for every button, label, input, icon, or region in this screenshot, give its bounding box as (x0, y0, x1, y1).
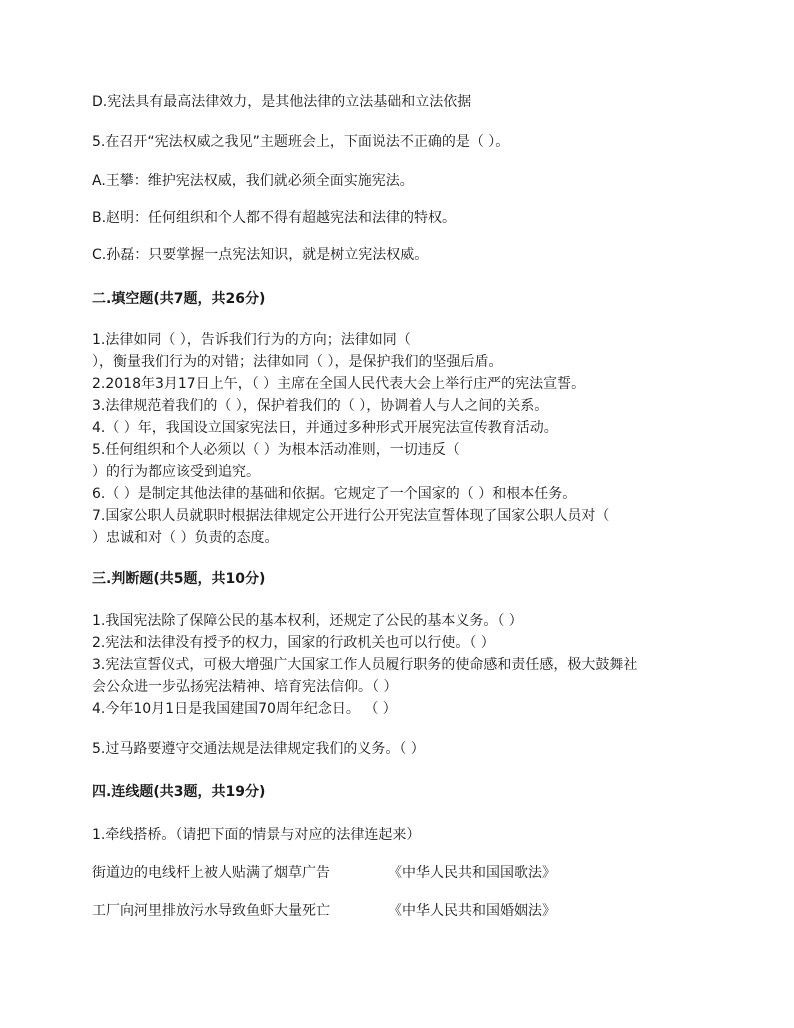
fill-line: ）忠诚和对（ ）负责的态度。 (92, 530, 279, 546)
section4-heading: 四.连线题(共3题，共19分) (92, 784, 266, 800)
judge-line: 1.我国宪法除了保障公民的基本权利，还规定了公民的基本义务。（ ） (92, 613, 523, 629)
judge-q5: 5.过马路要遵守交通法规是法律规定我们的义务。（ ） (92, 741, 425, 757)
section3-heading: 三.判断题(共5题，共10分) (92, 571, 266, 587)
match-scene: 街道边的电线杆上被人贴满了烟草广告 (92, 865, 330, 881)
fill-line: ）的行为都应该受到追究。 (92, 464, 260, 480)
q5-option-a: A.王攀：维护宪法权威，我们就必须全面实施宪法。 (92, 173, 414, 189)
fill-line: ），衡量我们行为的对错；法律如同（ ），是保护我们的坚强后盾。 (92, 354, 503, 370)
fill-line: 5.任何组织和个人必须以（ ）为根本活动准则，一切违反（ (92, 442, 460, 458)
q5-option-c: C.孙磊：只要掌握一点宪法知识，就是树立宪法权威。 (92, 247, 429, 263)
section2-heading: 二.填空题(共7题，共26分) (92, 291, 266, 307)
judge-line: 2.宪法和法律没有授予的权力，国家的行政机关也可以行使。（ ） (92, 635, 495, 651)
judge-line: 4.今年10月1日是我国建国70周年纪念日。 （ ） (92, 701, 397, 717)
judge-line: 3.宪法宣誓仪式，可极大增强广大国家工作人员履行职务的使命感和责任感，极大鼓舞社 (92, 657, 638, 673)
match-law: 《中华人民共和国国歌法》 (388, 865, 556, 881)
fill-line: 1.法律如同（ ），告诉我们行为的方向；法律如同（ (92, 332, 411, 348)
judge-line: 会公众进一步弘扬宪法精神、培育宪法信仰。（ ） (92, 679, 398, 695)
fill-line: 7.国家公职人员就职时根据法律规定公开进行公开宪法宣誓体现了国家公职人员对（ (92, 508, 610, 524)
q5-stem: 5.在召开“宪法权威之我见”主题班会上，下面说法不正确的是（ ）。 (92, 134, 510, 150)
fill-line: 2.2018年3月17日上午，（ ）主席在全国人民代表大会上举行庄严的宪法宣誓。 (92, 376, 586, 392)
match-law: 《中华人民共和国婚姻法》 (388, 903, 556, 919)
fill-line: 3.法律规范着我们的（ ），保护着我们的（ ），协调着人与人之间的关系。 (92, 398, 549, 414)
match-q1-stem: 1.牵线搭桥。（请把下面的情景与对应的法律连起来） (92, 827, 421, 843)
fill-line: 6.（ ）是制定其他法律的基础和依据。它规定了一个国家的（ ）和根本任务。 (92, 486, 577, 502)
q4-option-d: D.宪法具有最高法律效力，是其他法律的立法基础和立法依据 (92, 94, 472, 110)
q5-option-b: B.赵明：任何组织和个人都不得有超越宪法和法律的特权。 (92, 210, 457, 226)
fill-line: 4.（ ）年，我国设立国家宪法日，并通过多种形式开展宪法宣传教育活动。 (92, 420, 558, 436)
match-scene: 工厂向河里排放污水导致鱼虾大量死亡 (92, 903, 330, 919)
